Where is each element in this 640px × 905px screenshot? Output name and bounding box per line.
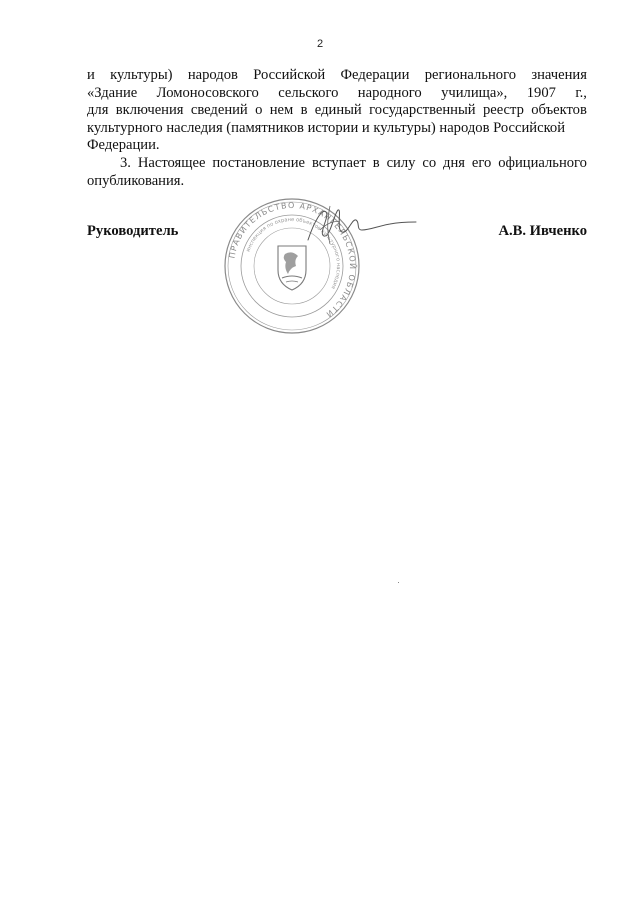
word: силу (386, 154, 416, 171)
word: о (255, 102, 263, 119)
word: в (372, 154, 380, 171)
word: дня (443, 154, 465, 171)
signer-name: А.В. Ивченко (498, 223, 587, 239)
word: училища», (441, 84, 508, 101)
scan-speck (398, 582, 399, 583)
word: постановление (212, 154, 306, 171)
word: официального (498, 154, 587, 171)
word: г., (575, 84, 587, 101)
word: для (87, 102, 109, 119)
word: Российской (253, 67, 326, 83)
signer-title: Руководитель (87, 223, 179, 239)
word: народного (357, 84, 422, 101)
page-number: 2 (316, 38, 324, 50)
handwritten-signature (300, 200, 420, 250)
word: вступает (311, 154, 366, 171)
word: единый (314, 102, 362, 119)
paragraph-1-line-2 (87, 85, 587, 103)
word: Федерации (340, 67, 410, 83)
word: включения (115, 102, 184, 119)
word: со (422, 154, 437, 171)
word: культуры) (110, 67, 173, 83)
word: в (300, 102, 308, 119)
word: реестр (482, 102, 524, 119)
paragraph-1-line-4: культурного наследия (памятников истории и культуры) народов Российской (87, 119, 566, 136)
svg-text:ПРАВИТЕЛЬСТВО АРХАНГЕЛЬСКОЙ ОБ: ПРАВИТЕЛЬСТВО АРХАНГЕЛЬСКОЙ ОБЛАСТИ (227, 200, 358, 320)
word: 1907 (526, 84, 556, 101)
document-body (87, 67, 587, 190)
paragraph-2-line-1 (87, 155, 587, 173)
paragraph-1-line-1 (87, 67, 587, 85)
svg-text:инспекция по охране объектов к: инспекция по охране объектов культурного наследия (245, 216, 342, 290)
word: «Здание (87, 84, 138, 101)
word: Ломоносовского (156, 84, 259, 101)
word: 3. (120, 154, 131, 171)
word: и (87, 67, 95, 83)
word: сельского (278, 84, 339, 101)
word: народов (187, 67, 238, 83)
word: объектов (531, 102, 587, 119)
word: нем (269, 102, 294, 119)
word: значения (531, 67, 587, 83)
word: Настоящее (137, 154, 206, 171)
word: государственный (369, 102, 476, 119)
word: сведений (190, 102, 248, 119)
word: регионального (424, 67, 516, 83)
paragraph-2-line-2: опубликования. (87, 172, 185, 189)
word: его (471, 154, 492, 171)
paragraph-1-line-5: Федерации. (87, 137, 160, 154)
paragraph-1-line-3 (87, 102, 587, 120)
